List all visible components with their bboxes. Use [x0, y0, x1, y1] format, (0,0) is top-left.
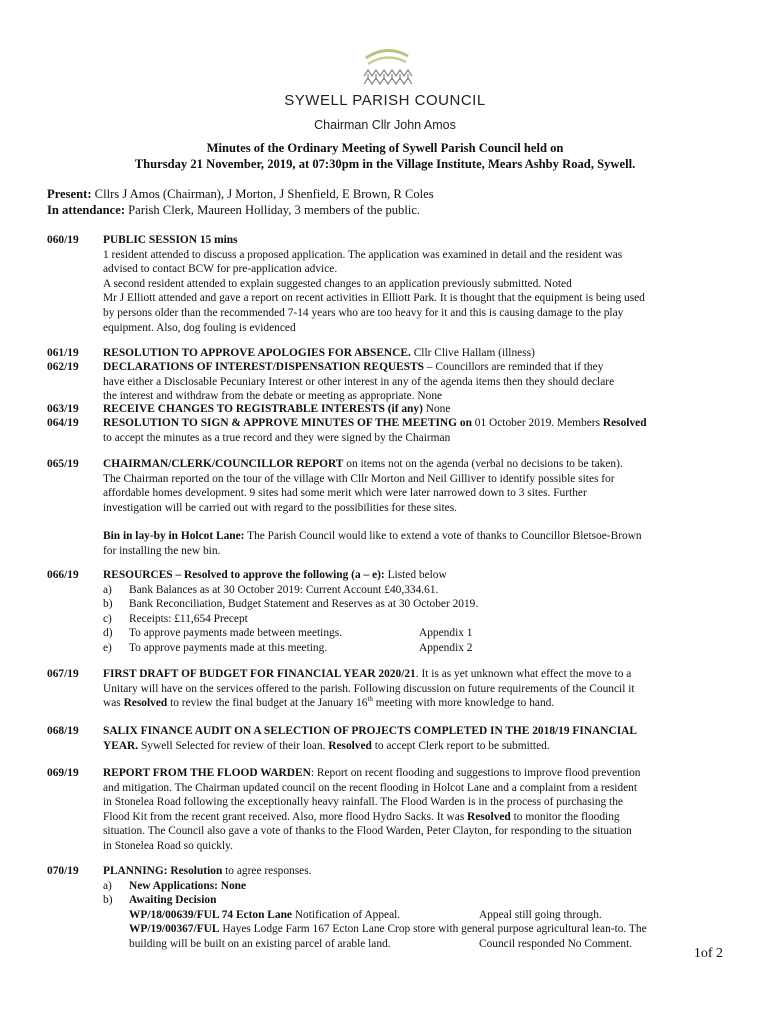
present-text: Cllrs J Amos (Chairman), J Morton, J Shenfield, E Brown, R Coles	[91, 187, 434, 201]
list-item: a) New Applications: None	[103, 879, 247, 892]
item-text: on items not on the agenda (verbal no decisions to be taken).	[343, 458, 623, 470]
list-item: c) Receipts: £11,654 Precept	[103, 612, 248, 625]
item-text: . It is as yet unknown what effect the move to a	[415, 668, 632, 680]
item-heading: PLANNING: Resolution	[103, 865, 223, 877]
item-line: Unitary will have on the services offered to the parish. Following discussion on future requirements of the Council it	[103, 682, 635, 695]
item-line: have either a Disclosable Pecuniary Interest or other interest in any of the agenda items then they should declare	[103, 375, 615, 388]
list-item: d) To approve payments made between meetings. Appendix 1	[103, 627, 473, 640]
list-item: e) To approve payments made at this meeting. Appendix 2	[103, 641, 473, 654]
item-text: None	[422, 403, 451, 415]
item-line: in Stonelea Road so quickly.	[103, 839, 233, 852]
item-067: 067/19 FIRST DRAFT OF BUDGET FOR FINANCIAL YEAR 2020/21. It is as yet unknown what effect the move to a Unitary will have on the services offered to the parish. Following discussion on future requirements of the Council it was Resolved to review the final budget at the January 16th meeting with more knowledge to hand.	[47, 667, 727, 711]
item-061	[47, 346, 727, 361]
item-068: 068/19 SALIX FINANCE AUDIT ON A SELECTION OF PROJECTS COMPLETED IN THE 2018/19 FINANCIAL YEAR. Sywell Selected for review of their loan. Resolved to accept Clerk report to be submitted.	[47, 724, 727, 753]
resolved-label: Resolved	[602, 417, 647, 429]
item-heading: SALIX FINANCE AUDIT ON A SELECTION OF PROJECTS COMPLETED IN THE 2018/19 FINANCIAL	[103, 725, 637, 737]
item-text: 01 October 2019. Members	[471, 417, 603, 429]
item-062	[47, 360, 727, 404]
chairman-line: Chairman Cllr John Amos	[314, 118, 456, 132]
item-text: Listed below	[384, 569, 447, 581]
item-heading: RECEIVE CHANGES TO REGISTRABLE INTERESTS (if any)	[103, 403, 423, 415]
council-name: SYWELL PARISH COUNCIL	[284, 92, 486, 109]
item-heading: PUBLIC SESSION 15 mins	[103, 234, 238, 246]
item-heading: DECLARATIONS OF INTEREST/DISPENSATION REQUESTS	[103, 361, 425, 373]
item-number: 065/19	[47, 458, 79, 470]
attendance	[47, 186, 434, 218]
present-label: Present:	[47, 187, 92, 201]
item-066	[47, 568, 727, 656]
item-number: 062/19	[47, 361, 79, 373]
resolved-label: Resolved	[123, 697, 168, 710]
item-heading: RESOLUTION TO APPROVE APOLOGIES FOR ABSENCE.	[103, 347, 411, 359]
item-line: for installing the new bin.	[103, 544, 221, 557]
item-number: 069/19	[47, 767, 79, 779]
item-line: situation. The Council also gave a vote of thanks to the Flood Warden, Peter Clayton, for responding to the situation	[103, 825, 632, 838]
item-number: 068/19	[47, 725, 79, 737]
item-065	[47, 457, 727, 559]
item-number: 064/19	[47, 417, 79, 429]
planning-application-cont: building will be built on an existing parcel of arable land. Council responded No Comment.	[129, 937, 633, 950]
item-heading: RESOLUTION TO SIGN & APPROVE MINUTES OF THE MEETING on	[103, 417, 472, 429]
item-number: 070/19	[47, 865, 79, 877]
item-number: 061/19	[47, 347, 79, 359]
item-line: and mitigation. The Chairman updated council on the recent flooding in Holcot Lane and a complaint from a resident	[103, 781, 638, 794]
item-text: Cllr Clive Hallam (illness)	[410, 347, 535, 359]
resolved-label: Resolved	[467, 810, 511, 823]
item-060	[47, 233, 727, 335]
item-line: investigation will be carried out with regard to the possibilities for these sites.	[103, 501, 457, 514]
item-063	[47, 402, 727, 417]
item-number: 066/19	[47, 569, 79, 581]
attendance-label: In attendance:	[47, 203, 126, 217]
planning-application: WP/18/00639/FUL 74 Ecton Lane Notification of Appeal. Appeal still going through.	[129, 908, 602, 921]
item-heading: FIRST DRAFT OF BUDGET FOR FINANCIAL YEAR 2020/21	[103, 668, 416, 680]
item-number: 067/19	[47, 668, 79, 680]
item-number: 060/19	[47, 234, 79, 246]
item-line: equipment. Also, dog fouling is evidenced	[103, 321, 296, 334]
item-heading: REPORT FROM THE FLOOD WARDEN	[103, 767, 311, 779]
title-line-1: Minutes of the Ordinary Meeting of Sywell Parish Council held on	[206, 141, 564, 155]
item-line: the interest and withdraw from the debate or meeting as appropriate. None	[103, 390, 443, 403]
bin-heading: Bin in lay-by in Holcot Lane:	[103, 530, 245, 543]
item-number: 063/19	[47, 403, 79, 415]
item-line: Mr J Elliott attended and gave a report on recent activities in Elliott Park. It is thought that the equipment is being used	[103, 292, 645, 305]
item-069: 069/19 REPORT FROM THE FLOOD WARDEN: Report on recent flooding and suggestions to improve flood prevention and mitigation. The Chairman updated council on the recent flooding in Holcot Lane and a complaint from a resident in Stonelea Road following the exceptionally heavy rainfall. The Flood Warden is in the process of purchasing the Flood Kit from the recent grant received. Also, more flood Hydro Sacks. It was Resolved to monitor the flooding situation. The Council also gave a vote of thanks to the Flood Warden, Peter Clayton, for responding to the situation in Stonelea Road so quickly.	[47, 766, 727, 854]
item-line: by persons older than the recommended 7-14 years who are too heavy for it and this is causing damage to the play	[103, 306, 624, 319]
planning-application: WP/19/00367/FUL Hayes Lodge Farm 167 Ecton Lane Crop store with general purpose agricultural lean-to. The	[129, 923, 647, 936]
page-number: 1of 2	[693, 946, 723, 961]
item-line: advised to contact BCW for pre-application advice.	[103, 263, 338, 276]
item-line: affordable homes development. 9 sites had some merit which were later narrowed down to 3 sites. Further	[103, 487, 587, 500]
resolved-label: Resolved	[328, 739, 372, 752]
item-line: A second resident attended to explain suggested changes to an application previously submitted. Noted	[103, 277, 572, 290]
minutes-title	[0, 140, 770, 172]
item-070: 070/19 PLANNING: Resolution to agree responses. a) New Applications: None b) Awaiting Decision WP/18/00639/FUL 74 Ecton Lane Notification of Appeal. Appeal still going through. WP/19/00367/FUL Hayes Lodge Farm 167 Ecton Lane Crop store with general purpose agricultural lean-to. The building will be built on an existing parcel of arable land. Council responded No Comment.	[47, 864, 727, 952]
item-text: – Councillors are reminded that if they	[424, 361, 604, 373]
item-line: to accept the minutes as a true record and they were signed by the Chairman	[103, 431, 451, 444]
item-line: The Chairman reported on the tour of the village with Cllr Morton and Neil Gilliver to identify possible sites for	[103, 472, 615, 485]
council-logo	[360, 46, 414, 92]
list-item: a) Bank Balances as at 30 October 2019: Current Account £40,334.61.	[103, 583, 439, 596]
title-line-2: Thursday 21 November, 2019, at 07:30pm in the Village Institute, Mears Ashby Road, Sywell.	[134, 157, 636, 171]
item-line: in Stonelea Road following the exceptionally heavy rainfall. The Flood Warden is in the process of purchasing the	[103, 796, 623, 809]
item-heading: CHAIRMAN/CLERK/COUNCILLOR REPORT	[103, 458, 344, 470]
item-line: 1 resident attended to discuss a proposed application. The application was examined in detail and the resident was	[103, 248, 623, 261]
item-text: The Parish Council would like to extend a vote of thanks to Councillor Bletsoe-Brown	[244, 530, 642, 543]
item-heading: RESOURCES – Resolved to approve the following (a – e):	[103, 569, 385, 581]
attendance-text: Parish Clerk, Maureen Holliday, 3 members of the public.	[125, 203, 421, 217]
list-item: b) Awaiting Decision	[103, 894, 217, 907]
list-item: b) Bank Reconciliation, Budget Statement and Reserves as at 30 October 2019.	[103, 598, 479, 611]
item-064	[47, 416, 727, 445]
